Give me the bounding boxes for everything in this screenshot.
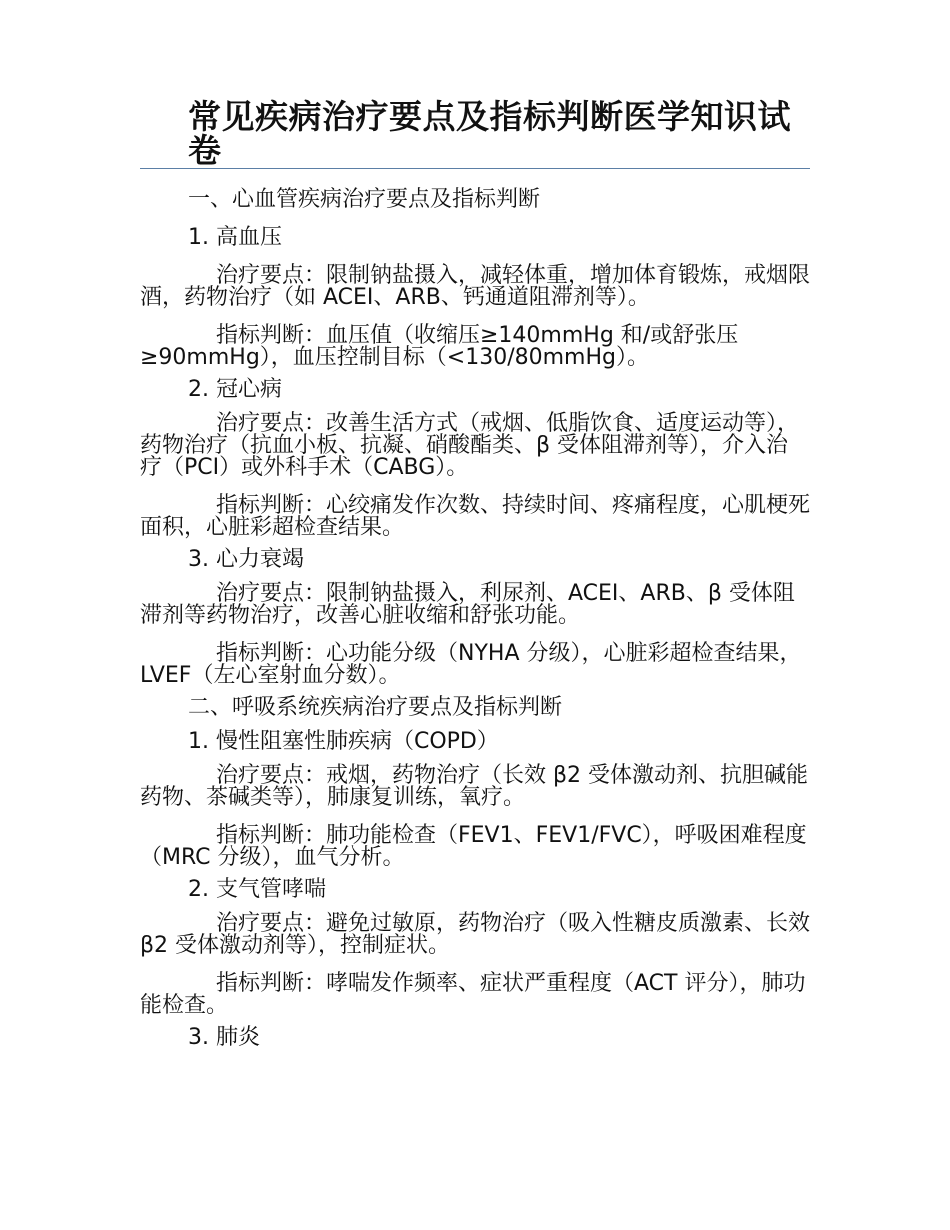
- treatment-paragraph: 治疗要点：改善生活方式（戒烟、低脂饮食、适度运动等），药物治疗（抗血小板、抗凝、硝酸酯类、β 受体阻滞剂等），介入治疗（PCI）或外科手术（CABG）。: [140, 411, 800, 480]
- page-title: 常见疾病治疗要点及指标判断医学知识试卷: [188, 97, 791, 170]
- treatment-paragraph: 治疗要点：限制钠盐摄入，减轻体重，增加体育锻炼，戒烟限酒，药物治疗（如 ACEI、ARB、钙通道阻滞剂等）。: [140, 263, 811, 310]
- disease-title: 1. 慢性阻塞性肺疾病（COPD）: [188, 729, 499, 754]
- indicator-paragraph: 指标判断：心功能分级（NYHA 分级），心脏彩超检查结果，LVEF（左心室射血分数）。: [140, 641, 802, 688]
- treatment-paragraph: 治疗要点：戒烟，药物治疗（长效 β2 受体激动剂、抗胆碱能药物、茶碱类等），肺康复训练，氧疗。: [140, 763, 809, 810]
- disease-title: 1. 高血压: [188, 225, 282, 250]
- indicator-paragraph: 指标判断：血压值（收缩压≥140mmHg 和/或舒张压≥90mmHg），血压控制目标（<130/80mmHg）。: [140, 323, 739, 370]
- indicator-paragraph: 指标判断：哮喘发作频率、症状严重程度（ACT 评分），肺功能检查。: [140, 971, 806, 1018]
- disease-title: 2. 冠心病: [188, 377, 282, 402]
- disease-title: 2. 支气管哮喘: [188, 877, 326, 902]
- section-heading: 二、呼吸系统疾病治疗要点及指标判断: [188, 695, 563, 720]
- treatment-paragraph: 治疗要点：限制钠盐摄入，利尿剂、ACEI、ARB、β 受体阻滞剂等药物治疗，改善心脏收缩和舒张功能。: [140, 581, 795, 628]
- section-heading: 一、心血管疾病治疗要点及指标判断: [188, 187, 541, 212]
- treatment-paragraph: 治疗要点：避免过敏原，药物治疗（吸入性糖皮质激素、长效 β2 受体激动剂等），控制症状。: [140, 911, 811, 958]
- disease-title: 3. 肺炎: [188, 1025, 260, 1050]
- document-page: [140, 97, 811, 1051]
- disease-title: 3. 心力衰竭: [188, 547, 304, 572]
- indicator-paragraph: 指标判断：心绞痛发作次数、持续时间、疼痛程度，心肌梗死面积，心脏彩超检查结果。: [140, 493, 811, 540]
- title-divider: [140, 168, 810, 169]
- indicator-paragraph: 指标判断：肺功能检查（FEV1、FEV1/FVC），呼吸困难程度（MRC 分级），血气分析。: [140, 823, 807, 870]
